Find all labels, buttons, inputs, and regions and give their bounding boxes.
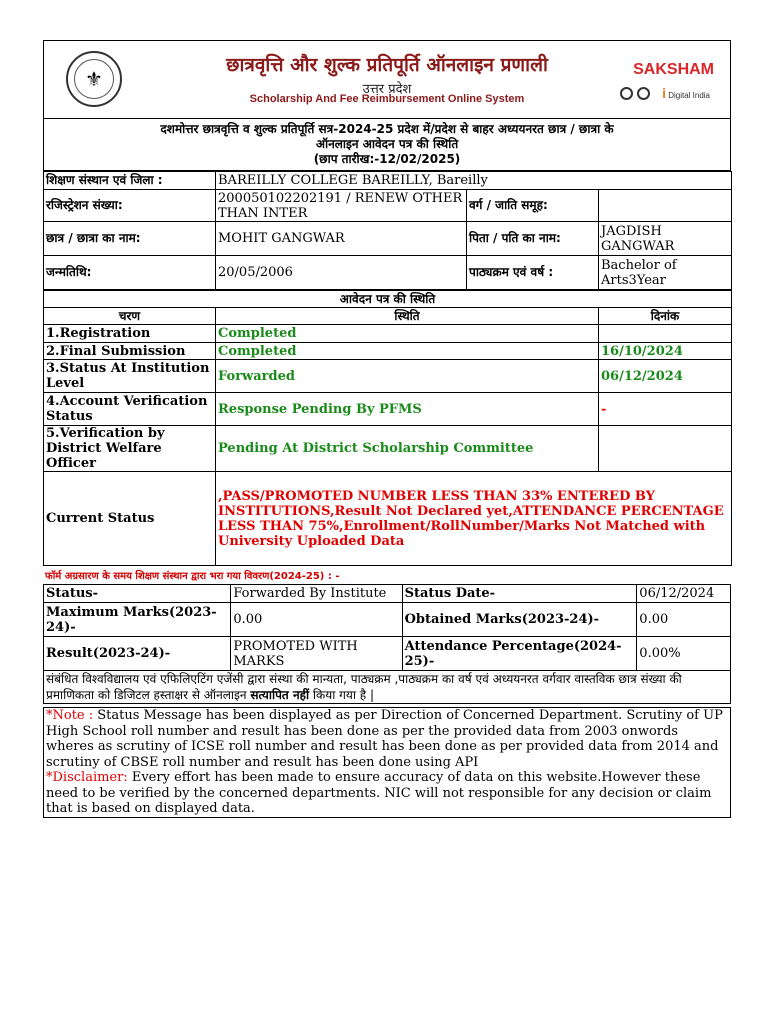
form-details-table xyxy=(43,584,731,671)
registration-value: 200050102202191 / RENEW OTHER THAN INTER xyxy=(216,190,467,222)
col-stage-header: चरण xyxy=(44,308,216,325)
note-text: Status Message has been displayed as per Direction of Concerned Department. Scrutiny of UP High School roll number and result has been done as per the provided data from 2003 onwords wheres as scrutiny of ICSE roll number and result has been done as per provided data from 2014 and scrutiny of CBSE roll number and result has been done using API xyxy=(46,708,723,770)
obtained-marks-label: Obtained Marks(2023-24)- xyxy=(402,603,637,637)
date-cell xyxy=(599,325,732,343)
table-row xyxy=(44,325,732,343)
date-cell: - xyxy=(599,393,732,426)
swachh-bharat-icon xyxy=(620,83,656,103)
form-status-label: Status- xyxy=(44,585,231,603)
student-name-label: छात्र / छात्रा का नाम: xyxy=(44,222,216,256)
table-row xyxy=(44,393,732,426)
table-row xyxy=(44,343,732,360)
disclaimer-label: *Disclaimer: xyxy=(46,770,128,785)
report-container xyxy=(43,40,731,818)
course-label: पाठ्यक्रम एवं वर्ष : xyxy=(467,256,599,290)
table-row xyxy=(44,360,732,393)
status-cell: Completed xyxy=(216,325,599,343)
stage-cell: 3.Status At Institution Level xyxy=(44,360,216,393)
heading-line1: दशमोत्तर छात्रवृत्ति व शुल्क प्रतिपूर्ति सत्र-2024-25 प्रदेश में/प्रदेश से बाहर अध्ययनरत छात्र / छात्रा के xyxy=(160,122,614,136)
current-status-row xyxy=(44,472,732,566)
stage-cell: 4.Account Verification Status xyxy=(44,393,216,426)
stage-cell: 1.Registration xyxy=(44,325,216,343)
partner-logos xyxy=(620,83,710,103)
not-verified-text: सत्यापित नहीं xyxy=(250,688,310,702)
status-date-value: 06/12/2024 xyxy=(637,585,731,603)
status-cell: Pending At District Scholarship Committee xyxy=(216,426,599,472)
table-row xyxy=(44,426,732,472)
status-date-label: Status Date- xyxy=(402,585,637,603)
category-value xyxy=(599,190,732,222)
institute-label: शिक्षण संस्थान एवं जिला : xyxy=(44,172,216,190)
print-date: (छाप तारीख:-12/02/2025) xyxy=(313,152,461,166)
page-title: छात्रवृत्ति और शुल्क प्रतिपूर्ति ऑनलाइन प्रणाली xyxy=(226,54,548,76)
date-cell: 06/12/2024 xyxy=(599,360,732,393)
status-cell: Completed xyxy=(216,343,599,360)
category-label: वर्ग / जाति समूह: xyxy=(467,190,599,222)
student-info-table xyxy=(43,171,732,290)
form-status-value: Forwarded By Institute xyxy=(231,585,402,603)
state-label: उत्तर प्रदेश xyxy=(362,82,412,97)
col-date-header: दिनांक xyxy=(599,308,732,325)
result-value: PROMOTED WITH MARKS xyxy=(231,637,402,671)
dob-label: जन्मतिथि: xyxy=(44,256,216,290)
father-name-value: JAGDISH GANGWAR xyxy=(599,222,732,256)
current-status-value: ,PASS/PROMOTED NUMBER LESS THAN 33% ENTERED BY INSTITUTIONS,Result Not Declared yet,ATTENDANCE PERCENTAGE LESS THAN 75%,Enrollment/RollNumber/Marks Not Matched with University Uploaded Data xyxy=(216,472,732,566)
dob-value: 20/05/2006 xyxy=(216,256,467,290)
saksham-logo: SAKSHAM xyxy=(633,61,714,78)
registration-label: रजिस्ट्रेशन संख्या: xyxy=(44,190,216,222)
report-heading xyxy=(43,119,731,171)
current-status-label: Current Status xyxy=(44,472,216,566)
attendance-label: Attendance Percentage(2024-25)- xyxy=(402,637,637,671)
max-marks-value: 0.00 xyxy=(231,603,402,637)
attendance-value: 0.00% xyxy=(637,637,731,671)
up-emblem-logo: ⚜ xyxy=(66,51,122,107)
student-name-value: MOHIT GANGWAR xyxy=(216,222,467,256)
status-table-title: आवेदन पत्र की स्थिति xyxy=(44,291,732,308)
status-cell: Forwarded xyxy=(216,360,599,393)
stage-cell: 2.Final Submission xyxy=(44,343,216,360)
date-cell xyxy=(599,426,732,472)
father-name-label: पिता / पति का नाम: xyxy=(467,222,599,256)
note-label: *Note : xyxy=(46,708,94,723)
disclaimer-text: Every effort has been made to ensure accuracy of data on this website.However these need to be verified by the concerned departments. NIC will not responsible for any decision or claim that is based on displayed data. xyxy=(46,770,712,816)
max-marks-label: Maximum Marks(2023-24)- xyxy=(44,603,231,637)
digital-india-logo: i Digital India xyxy=(662,85,710,101)
page-subtitle: Scholarship And Fee Reimbursement Online System xyxy=(249,93,525,105)
col-status-header: स्थिति xyxy=(216,308,599,325)
status-cell: Response Pending By PFMS xyxy=(216,393,599,426)
heading-line2: ऑनलाइन आवेदन पत्र की स्थिति xyxy=(315,137,459,151)
application-status-table xyxy=(43,290,732,566)
form-details-subtitle: फॉर्म अग्रसारण के समय शिक्षण संस्थान द्वारा भरा गया विवरण(2024-25) : - xyxy=(45,571,340,582)
stage-cell: 5.Verification by District Welfare Officer xyxy=(44,426,216,472)
institute-value: BAREILLY COLLEGE BAREILLY, Bareilly xyxy=(216,172,732,190)
page-header xyxy=(43,40,731,119)
verification-notice: संबंधित विश्वविद्यालय एवं एफिलिएटिंग एजेंसी द्वारा संस्था की मान्यता, पाठ्यक्रम ,पाठ्यक्रम का वर्ष एवं अध्ययनरत वर्गवार वास्तविक छात्र संख्या की प्रमाणिकता को डिजिटल हस्ताक्षर से ऑनलाइन सत्यापित नहीं किया गया है | xyxy=(43,671,731,704)
course-value: Bachelor of Arts3Year xyxy=(599,256,732,290)
result-label: Result(2023-24)- xyxy=(44,637,231,671)
note-section xyxy=(43,707,731,818)
date-cell: 16/10/2024 xyxy=(599,343,732,360)
obtained-marks-value: 0.00 xyxy=(637,603,731,637)
